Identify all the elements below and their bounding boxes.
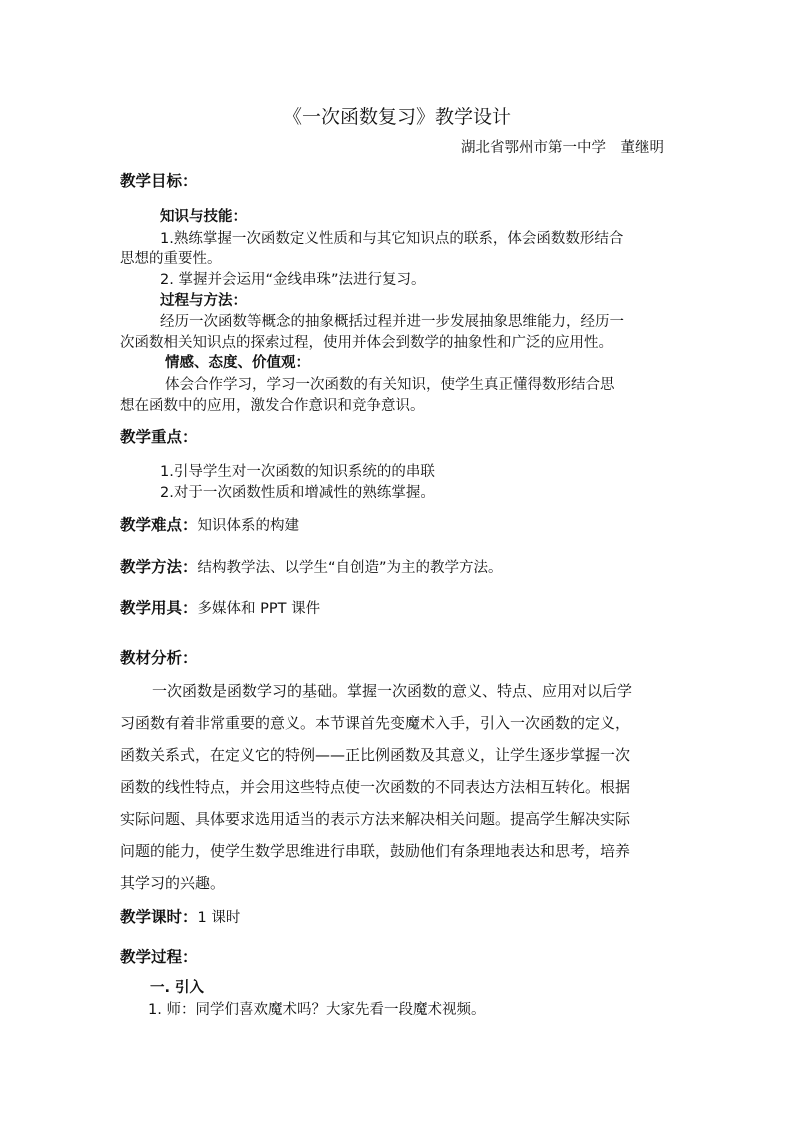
difficulty-text: 知识体系的构建 xyxy=(197,518,300,534)
analysis-line-7: 其学习的兴趣。 xyxy=(120,874,226,892)
knowledge-line-1: 1.熟练掌握一次函数定义性质和与其它知识点的联系，体会函数数形结合 xyxy=(160,231,624,247)
key-point-2: 2.对于一次函数性质和增减性的熟练掌握。 xyxy=(160,485,435,501)
tools-heading: 教学用具： xyxy=(120,599,198,617)
emotion-line-1: 体会合作学习，学习一次函数的有关知识，使学生真正懂得数形结合思 xyxy=(165,377,615,393)
method-heading: 教学方法： xyxy=(120,558,198,576)
difficulty-heading: 教学难点： xyxy=(120,516,198,534)
hours-line xyxy=(120,906,240,929)
analysis-heading: 教材分析： xyxy=(120,649,198,667)
analysis-line-2: 习函数有着非常重要的意义。本节课首先变魔术入手，引入一次函数的定义， xyxy=(120,714,631,732)
emotion-line-2: 想在函数中的应用，激发合作意识和竞争意识。 xyxy=(120,398,425,414)
process-sub-intro: 一. 引入 xyxy=(150,980,205,996)
analysis-line-4: 函数的线性特点，并会用这些特点使一次函数的不同表达方法相互转化。根据 xyxy=(120,778,631,796)
analysis-line-3: 函数关系式，在定义它的特例——正比例函数及其意义，让学生逐步掌握一次 xyxy=(120,746,631,764)
process-section-heading: 教学过程： xyxy=(120,948,198,966)
emotion-heading: 情感、态度、价值观： xyxy=(165,355,310,371)
hours-heading: 教学课时： xyxy=(120,908,198,926)
document-title: 《一次函数复习》教学设计 xyxy=(282,106,511,128)
analysis-line-5: 实际问题、具体要求选用适当的表示方法来解决相关问题。提高学生解决实际 xyxy=(120,810,631,828)
process-method-heading: 过程与方法： xyxy=(160,293,247,309)
key-point-1: 1.引导学生对一次函数的知识系统的的串联 xyxy=(160,464,435,480)
process-item-1: 1. 师：同学们喜欢魔术吗？大家先看一段魔术视频。 xyxy=(148,1002,486,1018)
process-line-2: 次函数相关知识点的探索过程，使用并体会到数学的抽象性和广泛的应用性。 xyxy=(120,335,613,351)
method-text: 结构教学法、以学生“自创造”为主的教学方法。 xyxy=(197,560,503,576)
knowledge-skills-heading: 知识与技能： xyxy=(160,209,247,225)
author-line: 湖北省鄂州市第一中学 董继明 xyxy=(461,140,664,156)
method-line xyxy=(120,556,503,579)
hours-text: 1 课时 xyxy=(197,910,241,926)
knowledge-line-3: 2. 掌握并会运用“金线串珠”法进行复习。 xyxy=(160,272,426,288)
objectives-heading: 教学目标： xyxy=(120,172,198,190)
difficulty-line xyxy=(120,514,299,537)
process-line-1: 经历一次函数等概念的抽象概括过程并进一步发展抽象思维能力，经历一 xyxy=(160,314,624,330)
key-points-heading: 教学重点： xyxy=(120,428,198,446)
analysis-line-6: 问题的能力，使学生数学思维进行串联，鼓励他们有条理地表达和思考，培养 xyxy=(120,842,631,860)
tools-text: 多媒体和 PPT 课件 xyxy=(197,601,321,617)
tools-line xyxy=(120,597,320,620)
knowledge-line-2: 思想的重要性。 xyxy=(120,251,222,267)
analysis-line-1: 一次函数是函数学习的基础。掌握一次函数的意义、特点、应用对以后学 xyxy=(152,682,633,700)
